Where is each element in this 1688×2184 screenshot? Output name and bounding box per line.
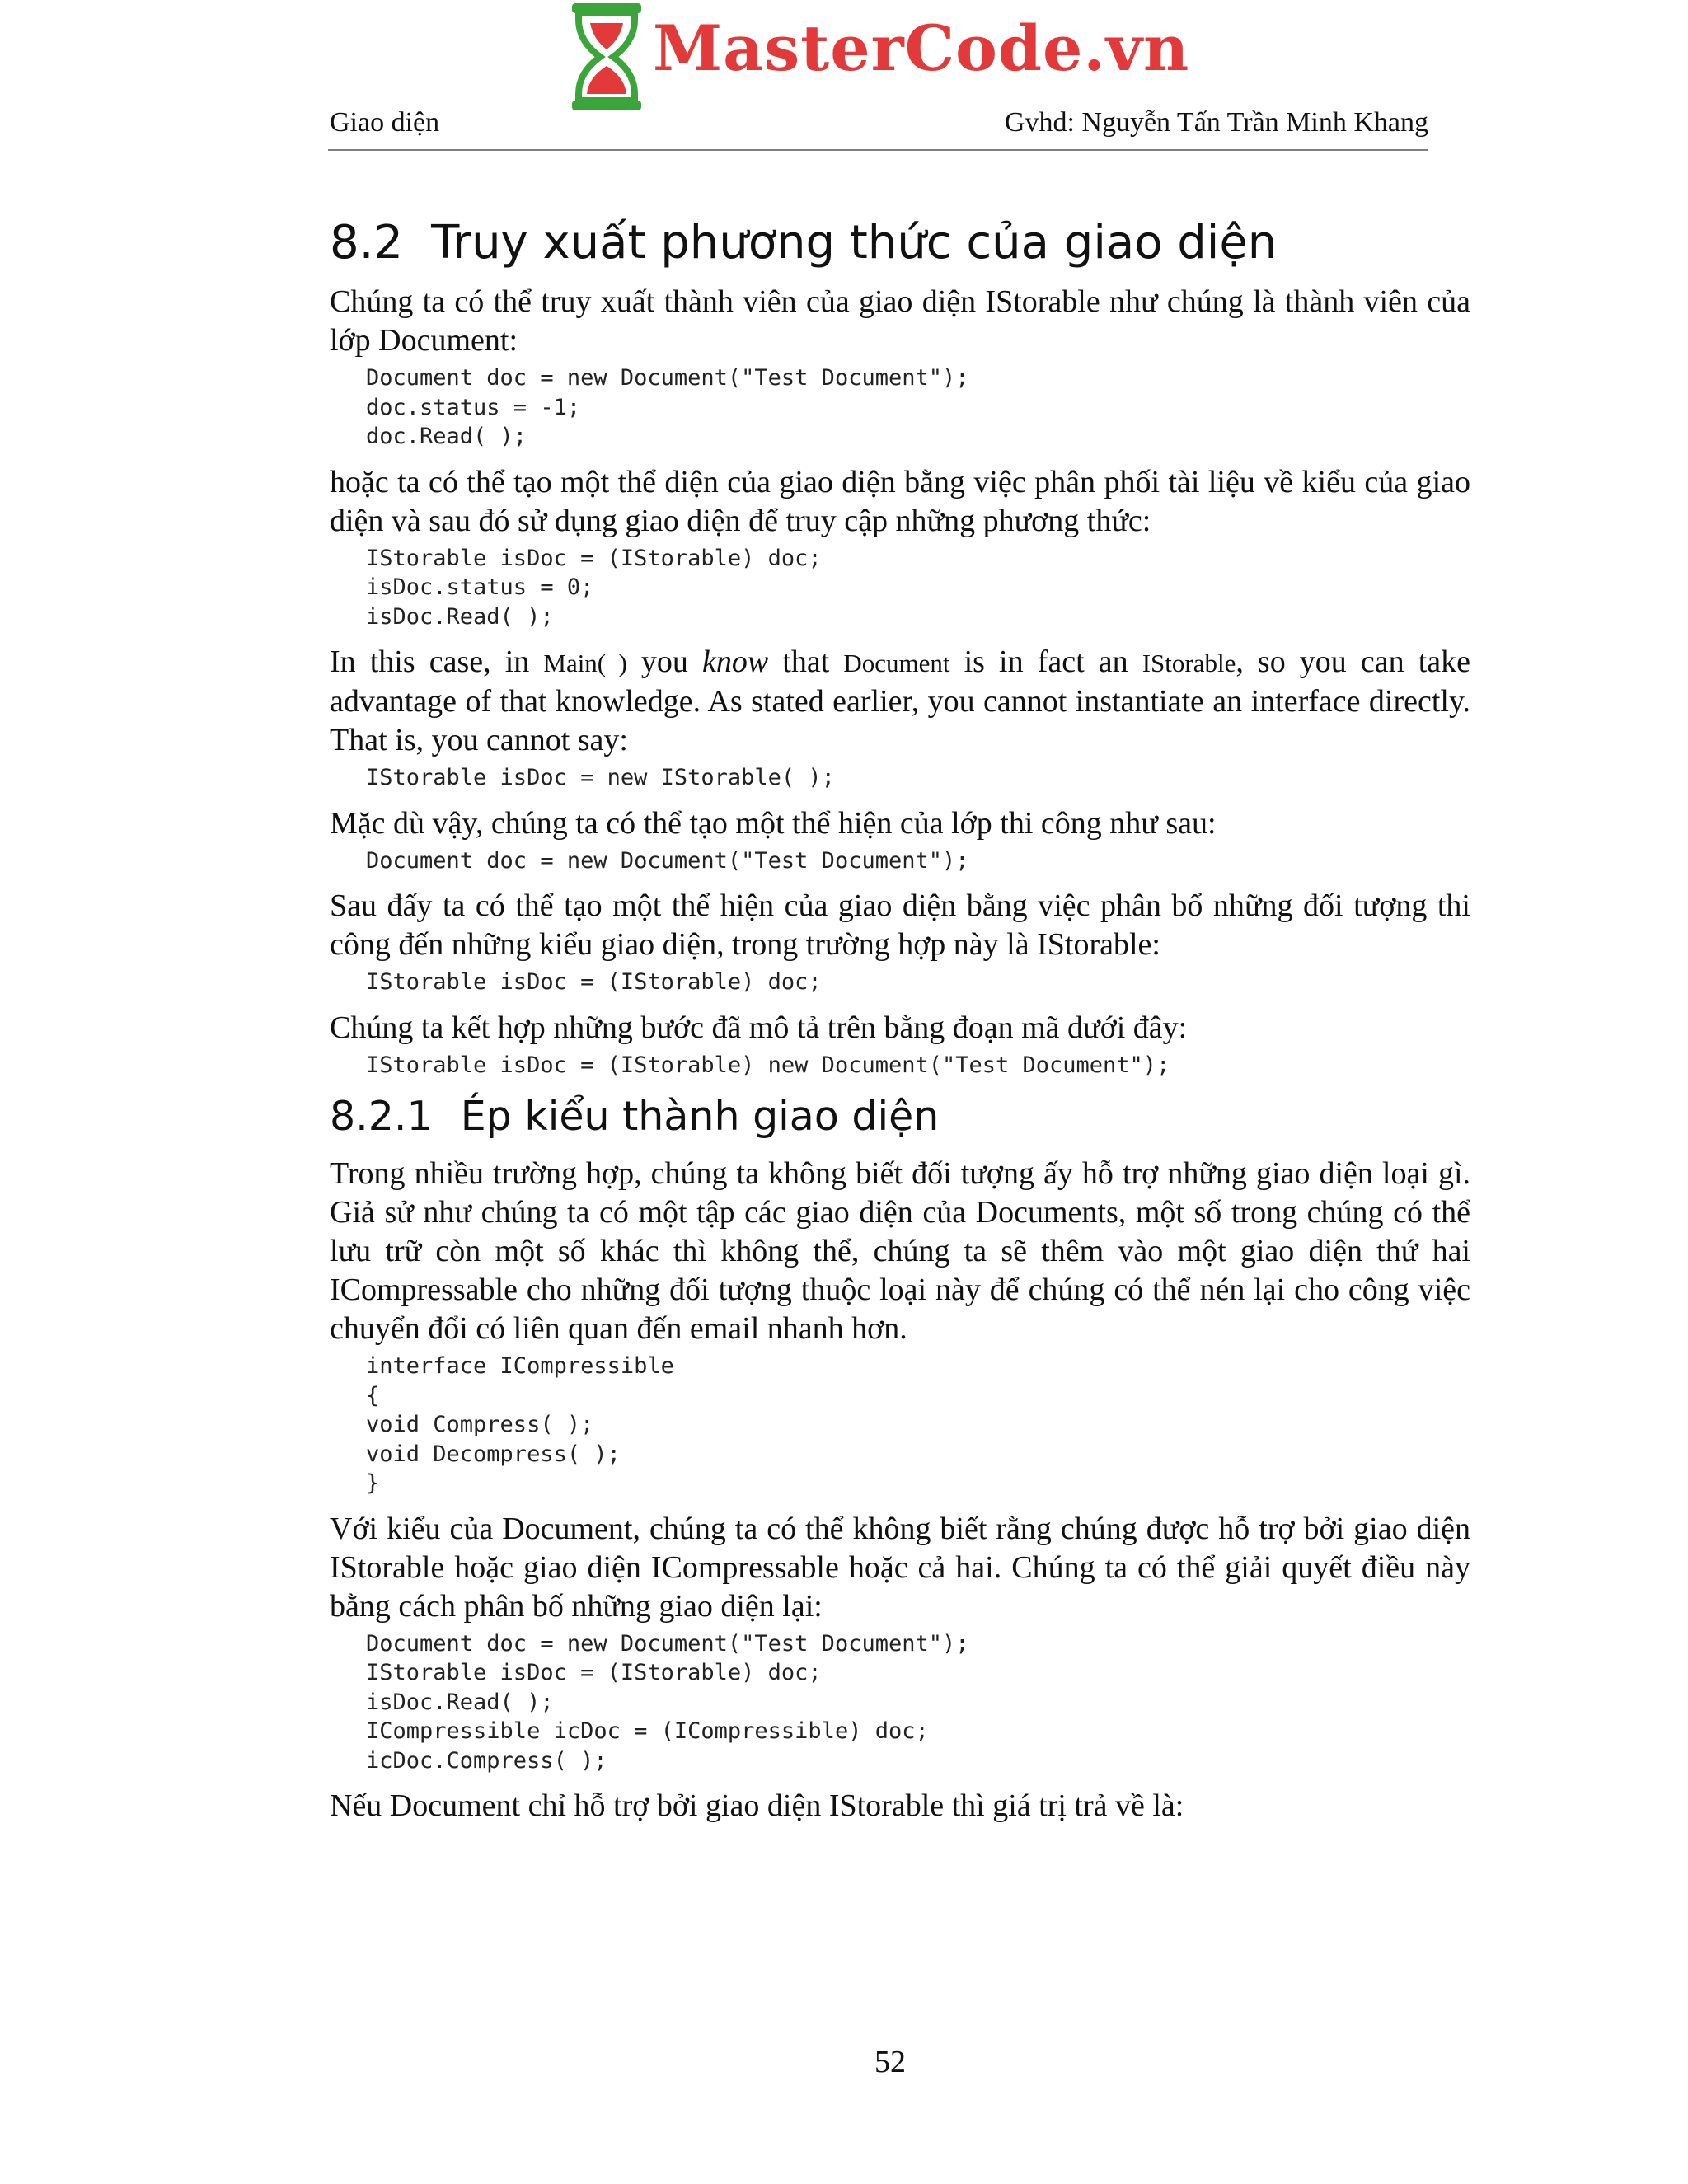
inline-code-main: Main( )	[543, 649, 627, 677]
paragraph: Với kiểu của Document, chúng ta có thể không biết rằng chúng được hỗ trợ bởi giao diện IStorable hoặc giao diện ICompressable hoặc cả hai. Chúng ta có thể giải quyết điều này bằng cách phân bố những giao diện lại:	[330, 1511, 1470, 1624]
header-divider	[328, 149, 1428, 151]
emphasis-know: know	[702, 644, 769, 679]
inline-code-istorable: IStorable	[1142, 649, 1236, 677]
section-number: 8.2	[330, 216, 404, 269]
code-block: IStorable isDoc = (IStorable) doc;	[366, 969, 822, 995]
paragraph: Chúng ta kết hợp những bước đã mô tả trên bằng đoạn mã dưới đây:	[330, 1010, 1188, 1045]
code-block: interface ICompressible { void Compress( ); void Decompress( ); }	[366, 1353, 674, 1496]
paragraph: hoặc ta có thể tạo một thể diện của giao diện bằng việc phân phối tài liệu về kiểu của giao diện và sau đó sử dụng giao diện để truy cập những phương thức:	[330, 464, 1470, 538]
page-number: 52	[874, 2045, 906, 2079]
code-block: IStorable isDoc = (IStorable) new Document("Test Document");	[366, 1052, 1170, 1078]
paragraph: Nếu Document chỉ hỗ trợ bởi giao diện IStorable thì giá trị trả về là:	[330, 1788, 1184, 1823]
paragraph: Trong nhiều trường hợp, chúng ta không biết đối tượng ấy hỗ trợ những giao diện loại gì. Giả sử như chúng ta có một tập các giao diện của Documents, một số trong chúng có thể lưu trữ còn một số khác thì không thể, chúng ta sẽ thêm vào một giao diện thứ hai ICompressable cho những đối tượng thuộc loại này để chúng có thể nén lại cho công việc chuyển đổi có liên quan đến email nhanh hơn.	[330, 1156, 1470, 1346]
text-run: , so you can take advantage of that knowledge. As stated earlier, you cannot instantiate an interface directly. That is, you cannot say:	[330, 644, 1471, 757]
section-heading	[330, 216, 1470, 269]
code-block: Document doc = new Document("Test Document"); IStorable isDoc = (IStorable) doc; isDoc.Read( ); ICompressible icDoc = (ICompressible) doc; icDoc.Compress( );	[366, 1630, 969, 1774]
code-block: Document doc = new Document("Test Document"); doc.status = -1; doc.Read( );	[366, 365, 969, 449]
code-block: Document doc = new Document("Test Document");	[366, 847, 969, 874]
section-title: Truy xuất phương thức của giao diện	[431, 216, 1278, 269]
logo-text: MasterCode.vn	[653, 12, 1190, 85]
header-chapter: Giao diện	[330, 107, 440, 138]
header-instructor: Gvhd: Nguyễn Tấn Trần Minh Khang	[1004, 107, 1428, 138]
paragraph: Chúng ta có thể truy xuất thành viên của giao diện IStorable như chúng là thành viên của lớp Document:	[330, 284, 1470, 358]
paragraph-in-this-case	[330, 643, 1470, 760]
text-run: is in fact an	[950, 644, 1142, 679]
subsection-number: 8.2.1	[330, 1093, 433, 1140]
code-block: IStorable isDoc = new IStorable( );	[366, 765, 835, 790]
mastercode-logo	[560, 0, 1190, 115]
paragraph: Mặc dù vậy, chúng ta có thể tạo một thể hiện của lớp thi công như sau:	[330, 805, 1217, 841]
inline-code-document: Document	[843, 649, 950, 677]
subsection-title: Ép kiểu thành giao diện	[460, 1093, 940, 1140]
text-run: In this case, in	[330, 644, 544, 679]
subsection-heading	[330, 1093, 1470, 1140]
text-run: you	[626, 644, 702, 679]
hourglass-icon	[567, 2, 646, 112]
text-run: that	[768, 644, 844, 679]
page-content	[330, 216, 1470, 1825]
paragraph: Sau đấy ta có thể tạo một thể hiện của giao diện bằng việc phân bổ những đối tượng thi công đến những kiểu giao diện, trong trường hợp này là IStorable:	[330, 888, 1470, 962]
code-block: IStorable isDoc = (IStorable) doc; isDoc.status = 0; isDoc.Read( );	[366, 545, 822, 630]
